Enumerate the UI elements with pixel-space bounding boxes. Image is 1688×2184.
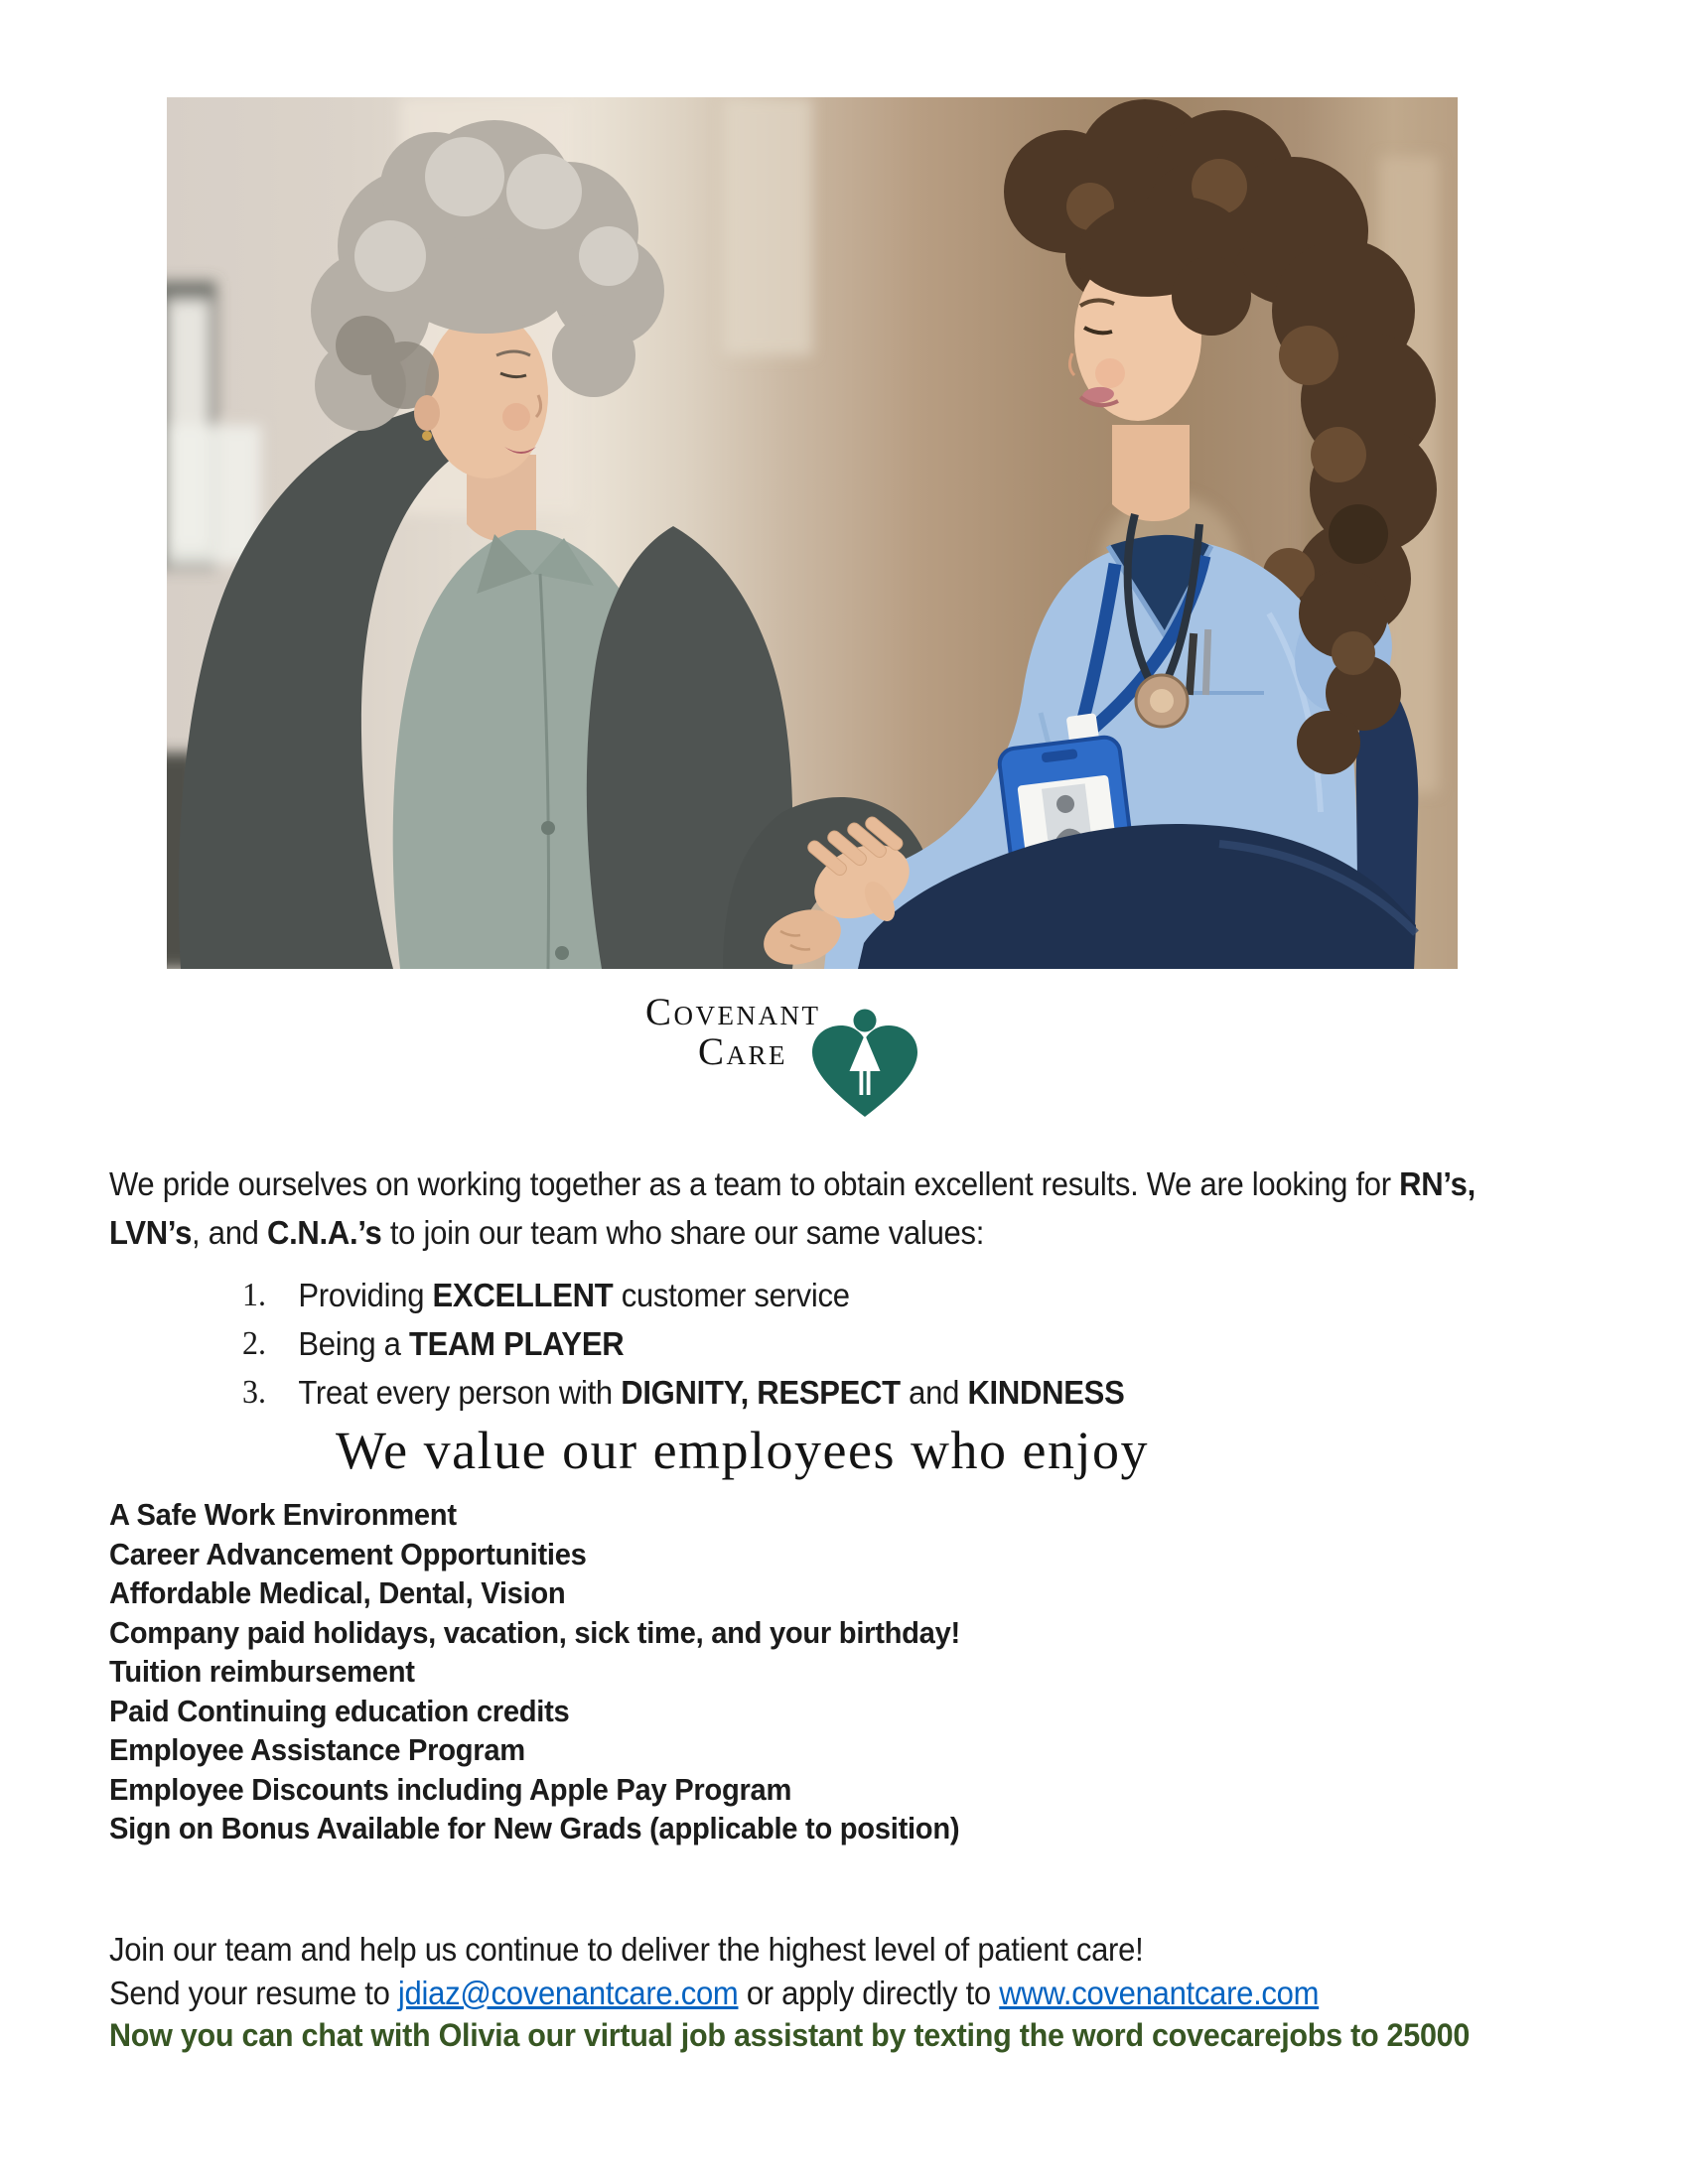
chat-assistant-line: Now you can chat with Olivia our virtual job assistant by texting the word covecarejobs to 25000 xyxy=(109,2017,1471,2053)
value-item xyxy=(242,1319,1362,1368)
closing-line-resume: Send your resume to jdiaz@covenantcare.com or apply directly to www.covenantcare.com xyxy=(109,1974,1320,2011)
value-item xyxy=(242,1271,1362,1319)
logo-wordmark-care: Care xyxy=(698,1030,788,1073)
benefit-item: Paid Continuing education credits xyxy=(109,1693,570,1728)
hero-photo-senior-woman-and-nurse xyxy=(167,97,1458,969)
intro-line-1: We pride ourselves on working together as a team to obtain excellent results. We are looking for RN’s, xyxy=(109,1165,1476,1202)
benefit-item: Employee Discounts including Apple Pay Program xyxy=(109,1771,792,1807)
value-item-text: Providing EXCELLENT customer service xyxy=(298,1277,850,1313)
website-link[interactable]: www.covenantcare.com xyxy=(999,1974,1320,2011)
benefit-item: Company paid holidays, vacation, sick time, and your birthday! xyxy=(109,1614,960,1650)
benefit-item: Sign on Bonus Available for New Grads (applicable to position) xyxy=(109,1811,960,1845)
value-item-number: 2. xyxy=(242,1325,266,1362)
value-item-number: 3. xyxy=(242,1374,266,1411)
covenant-care-heart-icon xyxy=(802,1007,927,1122)
intro-line-2: LVN’s, and C.N.A.’s to join our team who share our same values: xyxy=(109,1214,985,1251)
value-item-text: Treat every person with DIGNITY, RESPECT and KINDNESS xyxy=(298,1374,1125,1411)
closing-line-join: Join our team and help us continue to deliver the highest level of patient care! xyxy=(109,1931,1144,1968)
intro-paragraph xyxy=(109,1160,1509,1257)
logo-wordmark-covenant: Covenant xyxy=(645,991,821,1033)
benefit-item: Affordable Medical, Dental, Vision xyxy=(109,1575,566,1610)
closing-block xyxy=(109,1928,1509,2058)
benefits-list xyxy=(109,1495,1323,1848)
benefit-item: Tuition reimbursement xyxy=(109,1654,415,1689)
value-item xyxy=(242,1368,1362,1417)
benefit-item: Employee Assistance Program xyxy=(109,1732,525,1767)
email-link[interactable]: jdiaz@covenantcare.com xyxy=(397,1974,739,2011)
benefit-item: A Safe Work Environment xyxy=(109,1497,457,1532)
benefit-item: Career Advancement Opportunities xyxy=(109,1536,587,1571)
value-item-number: 1. xyxy=(242,1277,266,1313)
section-heading: We value our employees who enjoy xyxy=(336,1421,1149,1480)
values-list xyxy=(242,1271,1362,1417)
value-item-text: Being a TEAM PLAYER xyxy=(298,1325,625,1362)
